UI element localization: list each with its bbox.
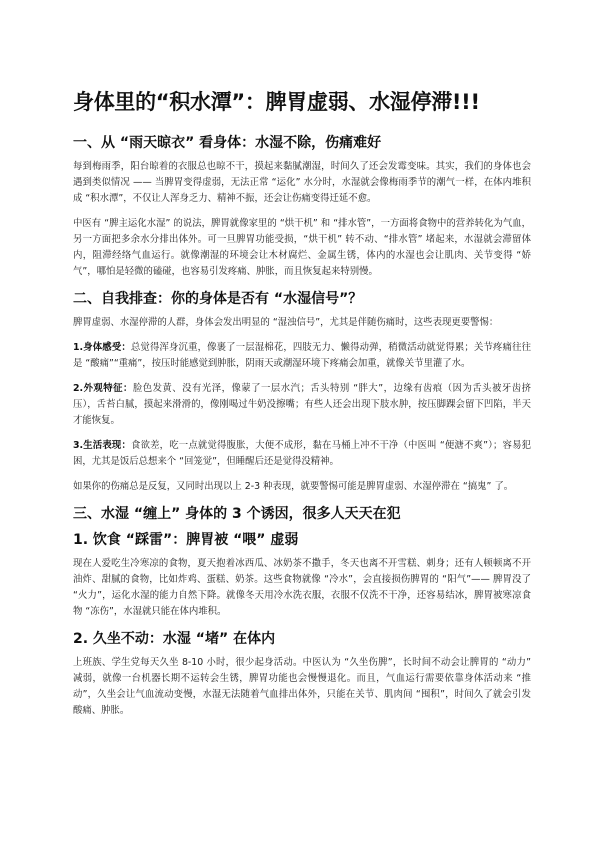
section-1-paragraph-1: 每到梅雨季，阳台晾着的衣服总也晾不干，摸起来黏腻潮湿，时间久了还会发霉变味。其实，我们的身体也会遇到类似情况 —— 当脾胃变得虚弱，无法正常 “运化” 水分时，水湿就会像梅雨季节的潮气一样，在体内堆积成 “积水潭”，不仅让人浑身乏力、精神不振，还会让伤痛变得迁延不愈。: [73, 161, 531, 204]
article: [73, 88, 531, 728]
section-2-heading: 二、自我排查：你的身体是否有 “水湿信号”？: [73, 291, 363, 307]
symptom-item-3: [73, 438, 531, 470]
section-2-outro: 如果你的伤痛总是反复，又同时出现以上 2-3 种表现，就要警惕可能是脾胃虚弱、水湿停滞在 “搞鬼” 了。: [73, 481, 514, 492]
symptom-item-1: [73, 340, 531, 372]
article-title: 身体里的“积水潭”：脾胃虚弱、水湿停滞!!!: [73, 90, 480, 114]
symptom-item-2: [73, 381, 531, 429]
subsection-sedentary-text: 上班族、学生党每天久坐 8-10 小时，很少起身活动。中医认为 “久坐伤脾”，长时间不动会让脾胃的 “动力” 减弱，就像一台机器长期不运转会生锈，脾胃功能也会慢慢退化。而且，气血运行需要依靠身体活动来 “推动”，久坐会让气血流动变慢，水湿无法随着气血排出体外，只能在关节、肌肉间 “囤积”，时间久了就会引发酸痛、肿胀。: [73, 657, 531, 716]
subsection-diet-heading: 1. 饮食 “踩雷”：脾胃被 “喂” 虚弱: [73, 532, 299, 548]
section-2-intro: 脾胃虚弱、水湿停滞的人群，身体会发出明显的 “湿浊信号”，尤其是伴随伤痛时，这些表现更要警惕：: [73, 317, 499, 328]
subsection-diet-text: 现在人爱吃生冷寒凉的食物，夏天抱着冰西瓜、冰奶茶不撒手，冬天也离不开雪糕、刺身；还有人顿顿离不开油炸、甜腻的食物，比如炸鸡、蛋糕、奶茶。这些食物就像 “冷水”，会直接损伤脾胃的 “阳气”—— 脾胃没了 “火力”，运化水湿的能力自然下降。就像冬天用冷水洗衣服，衣服不仅洗不干净，还容易结冰，脾胃被寒凉食物 “冻伤”，水湿就只能在体内堆积。: [73, 558, 531, 617]
symptom-item-3-label: 3.生活表现：: [73, 440, 132, 451]
symptom-item-1-text: 总觉得浑身沉重，像裹了一层湿棉花，四肢无力、懒得动弹，稍微活动就觉得累；关节疼痛往往是 “酸痛”“重痛”，按压时能感觉到肿胀，阴雨天或潮湿环境下疼痛会加重，就像关节里灌了水。: [73, 342, 531, 369]
section-1-paragraph-2: 中医有 “脾主运化水湿” 的说法，脾胃就像家里的 “烘干机” 和 “排水管”，一方面将食物中的营养转化为气血，另一方面把多余水分排出体外。可一旦脾胃功能受损，“烘干机” 转不动、“排水管” 堵起来，水湿就会滞留体内，阻滞经络气血运行。就像潮湿的环境会让木材腐烂、金属生锈，体内的水湿也会让肌肉、关节变得 “娇气”，哪怕是轻微的磕碰，也容易引发疼痛、肿胀，而且恢复起来特别慢。: [73, 218, 531, 277]
symptom-item-2-text: 脸色发黄、没有光泽，像蒙了一层水汽；舌头特别 “胖大”，边缘有齿痕（因为舌头被牙齿挤压），舌苔白腻，摸起来滑滑的，像刚喝过牛奶没擦嘴；有些人还会出现下肢水肿，按压脚踝会留下凹陷，半天才能恢复。: [73, 383, 531, 426]
symptom-item-3-text: 食欲差，吃一点就觉得腹胀，大便不成形，黏在马桶上冲不干净（中医叫 “便溏不爽”）；容易犯困，尤其是饭后总想来个 “回笼觉”，但睡醒后还是觉得没精神。: [73, 440, 531, 467]
subsection-sedentary-heading: 2. 久坐不动：水湿 “堵” 在体内: [73, 631, 276, 647]
section-3-heading: 三、水湿 “缠上” 身体的 3 个诱因，很多人天天在犯: [73, 506, 401, 522]
section-1-heading: 一、从 “雨天晾衣” 看身体：水湿不除，伤痛难好: [73, 135, 382, 151]
symptom-item-2-label: 2.外观特征：: [73, 383, 133, 394]
symptom-item-1-label: 1.身体感受：: [73, 342, 131, 353]
